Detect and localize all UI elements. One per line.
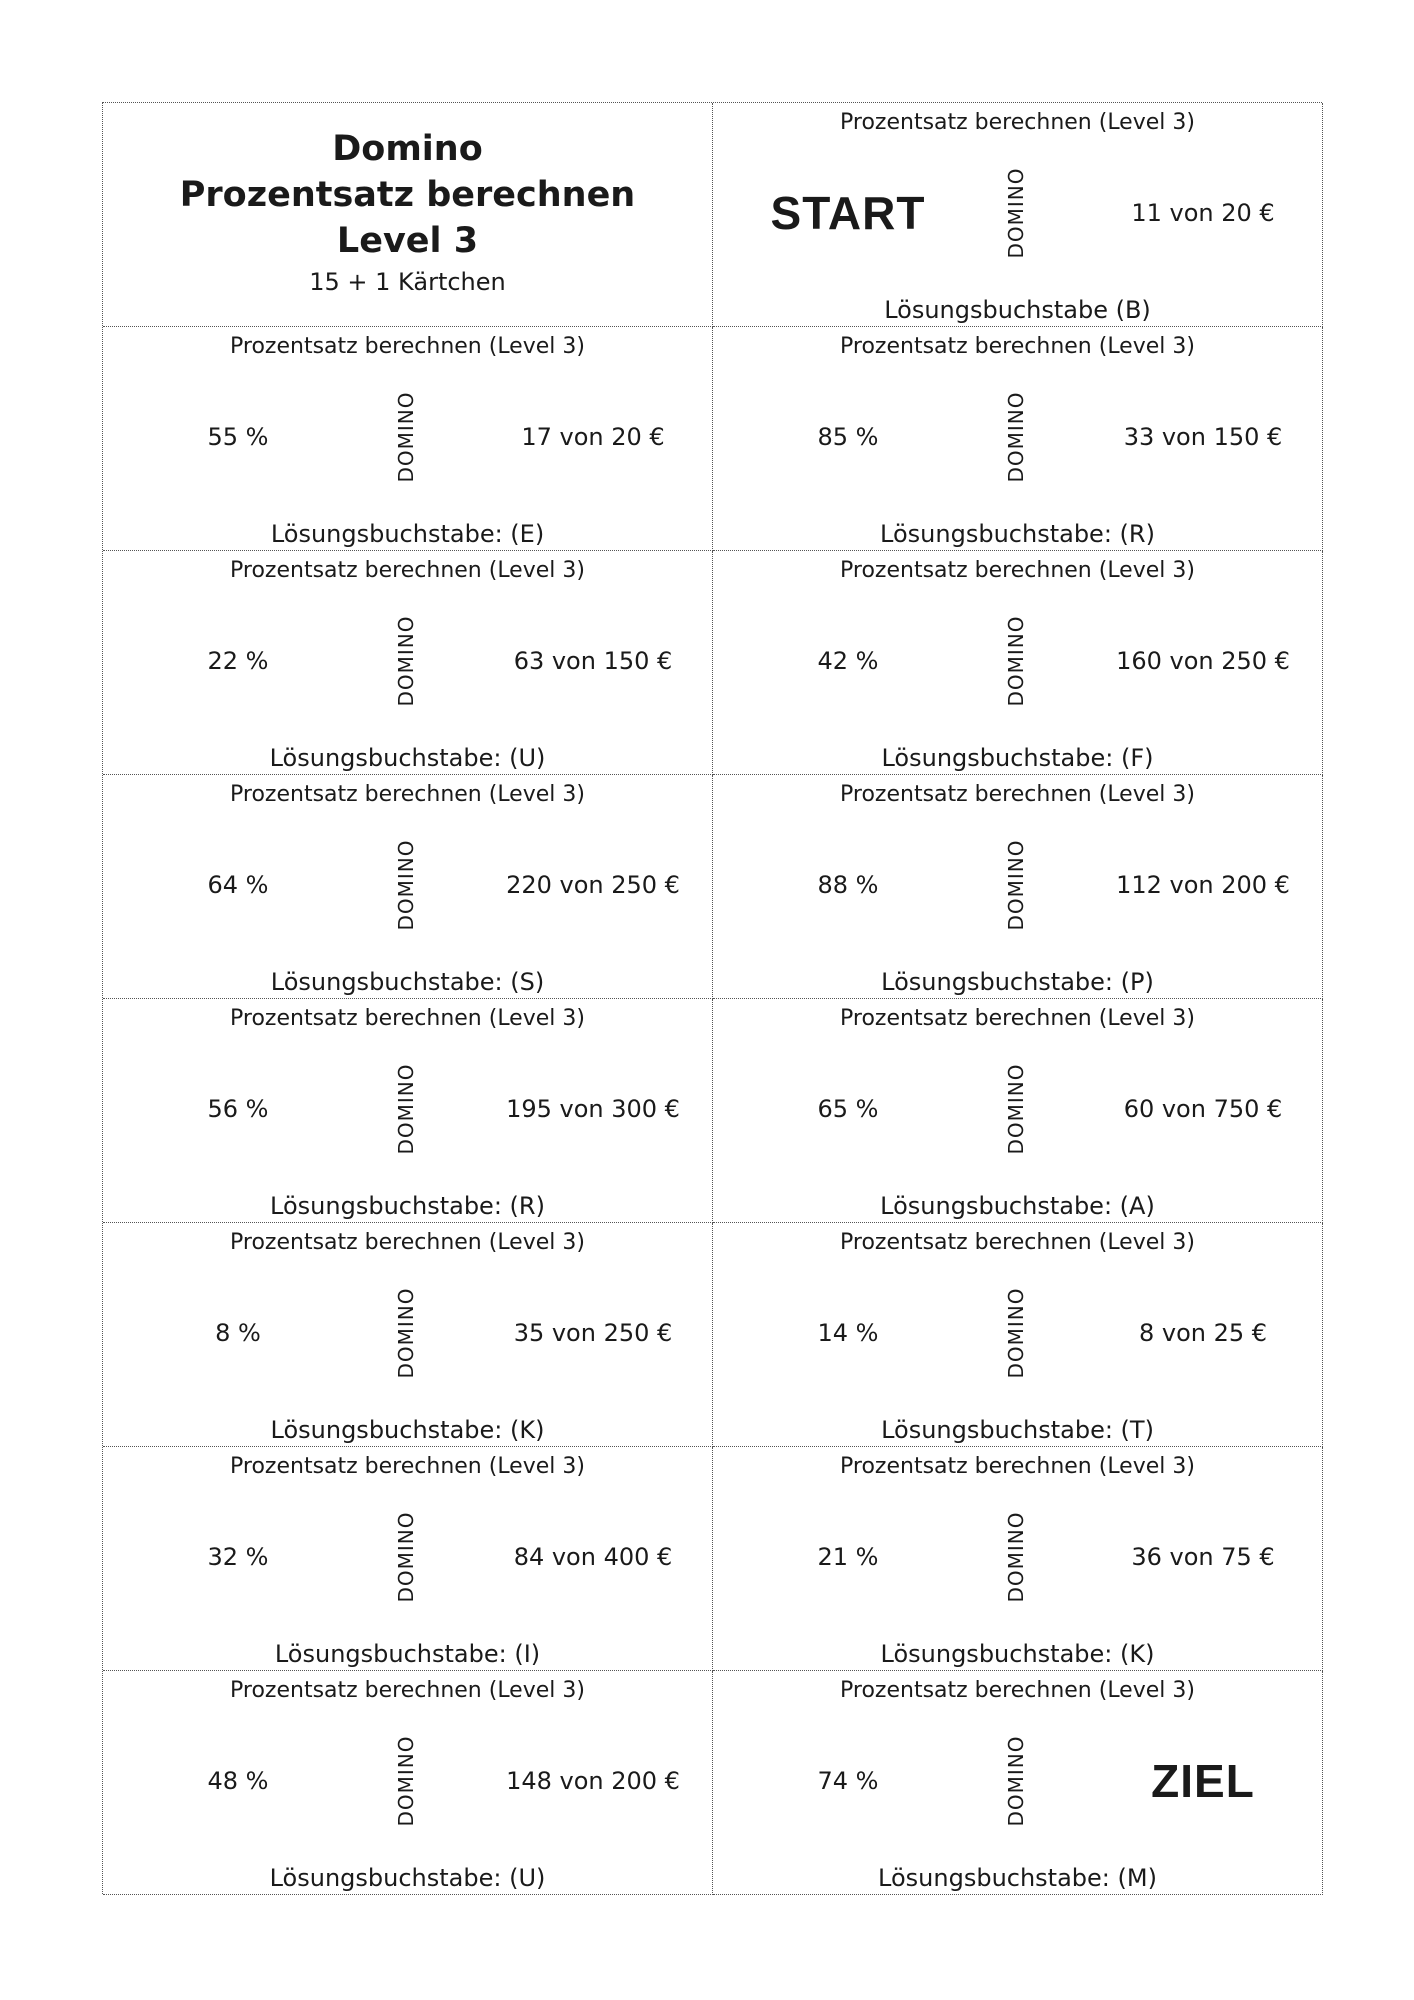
domino-label: DOMINO bbox=[1004, 1511, 1028, 1603]
domino-label: DOMINO bbox=[394, 1063, 418, 1155]
card-header: Prozentsatz berechnen (Level 3) bbox=[230, 1230, 585, 1255]
solution-letter: Lösungsbuchstabe: (I) bbox=[274, 1640, 541, 1668]
domino-label: DOMINO bbox=[394, 615, 418, 707]
card-left-value: 32 % bbox=[207, 1543, 269, 1571]
card-right-task: 17 von 20 € bbox=[521, 423, 665, 451]
card-left-value: 42 % bbox=[817, 647, 879, 675]
domino-card bbox=[103, 551, 713, 775]
domino-label: DOMINO bbox=[394, 839, 418, 931]
card-right-task: 220 von 250 € bbox=[506, 871, 680, 899]
solution-letter: Lösungsbuchstabe: (E) bbox=[270, 520, 545, 548]
card-right-task: 36 von 75 € bbox=[1131, 1543, 1275, 1571]
solution-letter: Lösungsbuchstabe: (A) bbox=[880, 1192, 1155, 1220]
card-right-task: 160 von 250 € bbox=[1116, 647, 1290, 675]
domino-label: DOMINO bbox=[394, 1511, 418, 1603]
title-line-1: Domino bbox=[332, 128, 483, 169]
card-right-task: 35 von 250 € bbox=[513, 1319, 673, 1347]
card-left-value: 55 % bbox=[207, 423, 269, 451]
card-right-task: 148 von 200 € bbox=[506, 1767, 680, 1795]
solution-letter: Lösungsbuchstabe (B) bbox=[884, 296, 1151, 324]
title-line-3: Level 3 bbox=[336, 220, 479, 261]
solution-letter: Lösungsbuchstabe: (M) bbox=[878, 1864, 1157, 1892]
card-right-task: 195 von 300 € bbox=[506, 1095, 680, 1123]
card-left-value: START bbox=[770, 187, 926, 239]
card-right-task: 84 von 400 € bbox=[513, 1543, 673, 1571]
domino-card bbox=[713, 1223, 1323, 1447]
card-right-task: 63 von 150 € bbox=[513, 647, 673, 675]
card-left-value: 85 % bbox=[817, 423, 879, 451]
card-header: Prozentsatz berechnen (Level 3) bbox=[840, 558, 1195, 583]
domino-card bbox=[103, 999, 713, 1223]
domino-label: DOMINO bbox=[1004, 1063, 1028, 1155]
solution-letter: Lösungsbuchstabe: (F) bbox=[881, 744, 1154, 772]
card-header: Prozentsatz berechnen (Level 3) bbox=[230, 334, 585, 359]
domino-label: DOMINO bbox=[394, 1287, 418, 1379]
solution-letter: Lösungsbuchstabe: (R) bbox=[270, 1192, 545, 1220]
card-right-task: 112 von 200 € bbox=[1116, 871, 1290, 899]
card-right-task: ZIEL bbox=[1151, 1755, 1255, 1807]
card-right-task: 11 von 20 € bbox=[1131, 199, 1275, 227]
domino-label: DOMINO bbox=[1004, 167, 1028, 259]
solution-letter: Lösungsbuchstabe: (S) bbox=[270, 968, 545, 996]
card-header: Prozentsatz berechnen (Level 3) bbox=[840, 110, 1195, 135]
domino-card bbox=[713, 1447, 1323, 1671]
card-header: Prozentsatz berechnen (Level 3) bbox=[840, 1230, 1195, 1255]
solution-letter: Lösungsbuchstabe: (K) bbox=[270, 1416, 545, 1444]
card-header: Prozentsatz berechnen (Level 3) bbox=[230, 782, 585, 807]
domino-card bbox=[713, 775, 1323, 999]
card-left-value: 8 % bbox=[215, 1319, 261, 1347]
card-header: Prozentsatz berechnen (Level 3) bbox=[840, 1006, 1195, 1031]
domino-card bbox=[713, 999, 1323, 1223]
card-header: Prozentsatz berechnen (Level 3) bbox=[230, 558, 585, 583]
domino-card-sheet bbox=[102, 102, 1322, 1894]
domino-label: DOMINO bbox=[1004, 1287, 1028, 1379]
card-header: Prozentsatz berechnen (Level 3) bbox=[840, 1678, 1195, 1703]
card-left-value: 14 % bbox=[817, 1319, 879, 1347]
domino-card bbox=[103, 327, 713, 551]
card-left-value: 88 % bbox=[817, 871, 879, 899]
solution-letter: Lösungsbuchstabe: (K) bbox=[880, 1640, 1155, 1668]
domino-card bbox=[103, 1223, 713, 1447]
card-left-value: 64 % bbox=[207, 871, 269, 899]
card-left-value: 74 % bbox=[817, 1767, 879, 1795]
domino-label: DOMINO bbox=[394, 1735, 418, 1827]
card-left-value: 56 % bbox=[207, 1095, 269, 1123]
card-left-value: 21 % bbox=[817, 1543, 879, 1571]
title-line-2: Prozentsatz berechnen bbox=[179, 174, 636, 215]
card-header: Prozentsatz berechnen (Level 3) bbox=[230, 1678, 585, 1703]
card-header: Prozentsatz berechnen (Level 3) bbox=[840, 782, 1195, 807]
domino-card bbox=[713, 551, 1323, 775]
domino-card bbox=[103, 1671, 713, 1895]
title-card bbox=[103, 103, 713, 327]
card-header: Prozentsatz berechnen (Level 3) bbox=[230, 1454, 585, 1479]
domino-card bbox=[103, 1447, 713, 1671]
card-right-task: 60 von 750 € bbox=[1123, 1095, 1283, 1123]
domino-label: DOMINO bbox=[394, 391, 418, 483]
card-header: Prozentsatz berechnen (Level 3) bbox=[840, 334, 1195, 359]
card-left-value: 48 % bbox=[207, 1767, 269, 1795]
domino-label: DOMINO bbox=[1004, 839, 1028, 931]
solution-letter: Lösungsbuchstabe: (T) bbox=[881, 1416, 1154, 1444]
card-count-subtitle: 15 + 1 Kärtchen bbox=[309, 267, 506, 296]
domino-card bbox=[713, 1671, 1323, 1895]
card-right-task: 33 von 150 € bbox=[1123, 423, 1283, 451]
domino-card bbox=[713, 327, 1323, 551]
card-right-task: 8 von 25 € bbox=[1138, 1319, 1268, 1347]
domino-card bbox=[103, 775, 713, 999]
domino-card bbox=[713, 103, 1323, 327]
card-left-value: 65 % bbox=[817, 1095, 879, 1123]
solution-letter: Lösungsbuchstabe: (R) bbox=[880, 520, 1155, 548]
solution-letter: Lösungsbuchstabe: (P) bbox=[881, 968, 1154, 996]
solution-letter: Lösungsbuchstabe: (U) bbox=[269, 1864, 546, 1892]
card-left-value: 22 % bbox=[207, 647, 269, 675]
domino-label: DOMINO bbox=[1004, 615, 1028, 707]
card-header: Prozentsatz berechnen (Level 3) bbox=[840, 1454, 1195, 1479]
solution-letter: Lösungsbuchstabe: (U) bbox=[269, 744, 546, 772]
domino-label: DOMINO bbox=[1004, 391, 1028, 483]
card-header: Prozentsatz berechnen (Level 3) bbox=[230, 1006, 585, 1031]
domino-label: DOMINO bbox=[1004, 1735, 1028, 1827]
